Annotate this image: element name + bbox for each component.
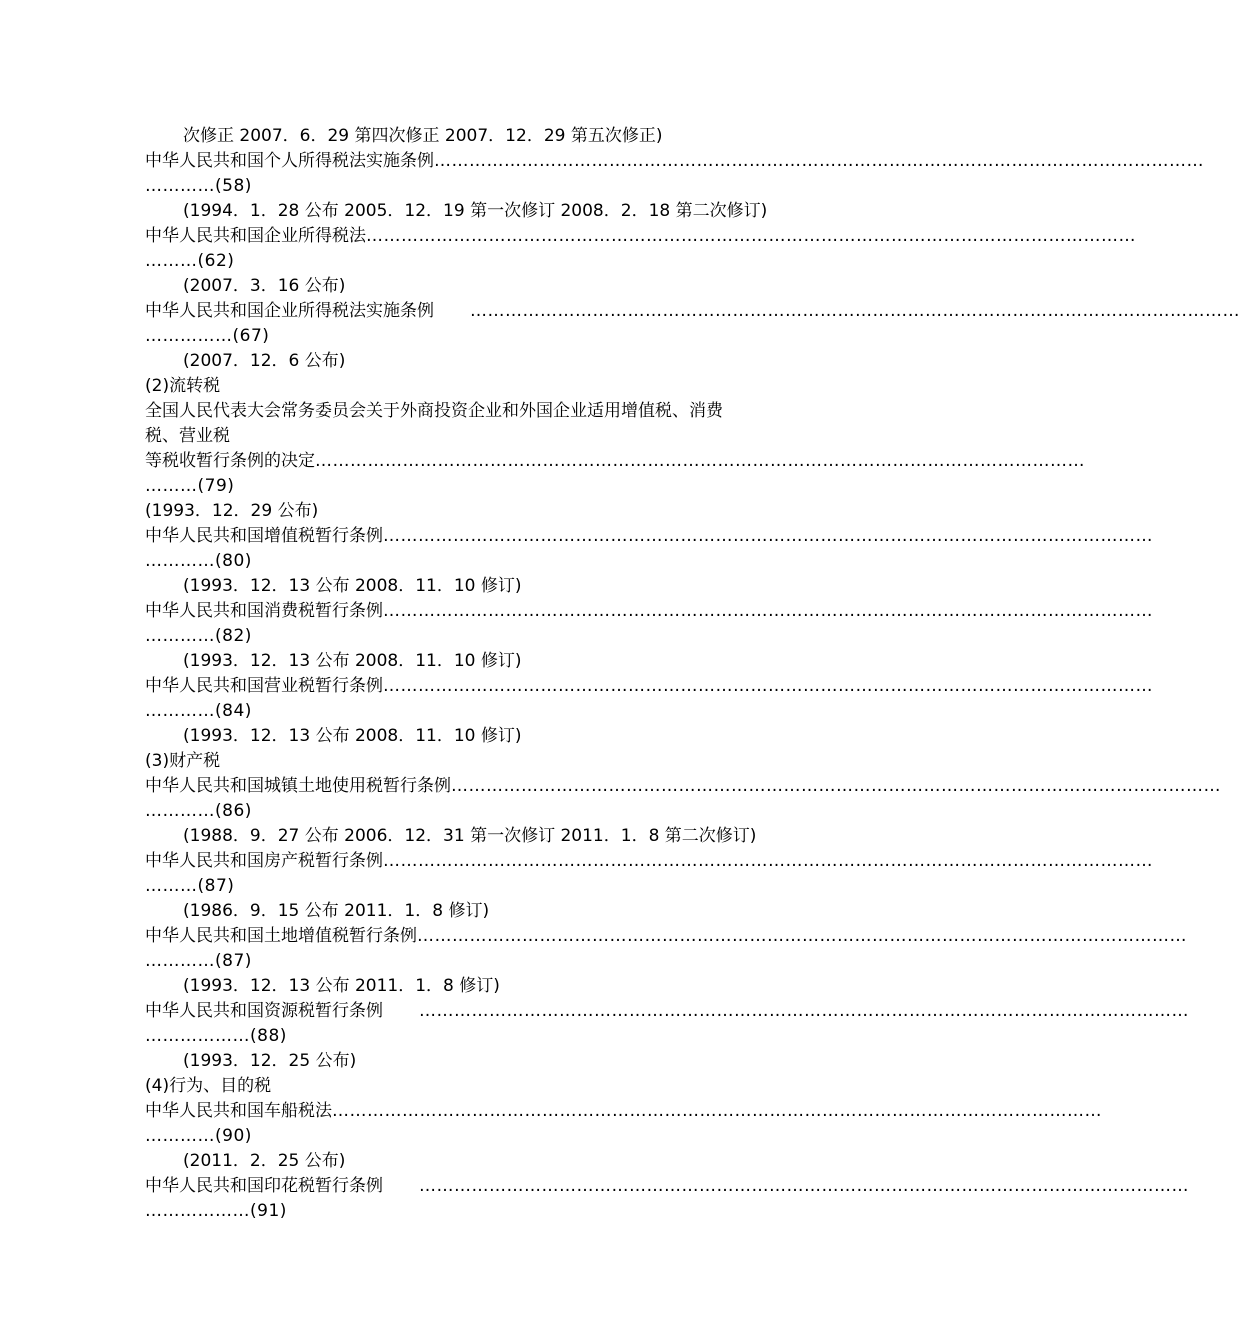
toc-date-line: (1993．12．13 公布 2008．11．10 修订) (183, 576, 522, 596)
dot-leader: …………………………………………………………………………………………………………………… (434, 151, 1204, 171)
toc-text-line: (3)财产税 (145, 751, 221, 771)
dot-leader: …………………………………………………………………………………………………………………… (383, 526, 1153, 546)
toc-entry-title-line (145, 1099, 1102, 1124)
toc-entry-title: 中华人民共和国房产税暂行条例 (145, 851, 383, 871)
toc-date-line: (1993．12．13 公布 2008．11．10 修订) (183, 651, 522, 671)
toc-entry-title: 中华人民共和国土地增值税暂行条例 (145, 926, 417, 946)
toc-page-number-line: ………………(91) (145, 1201, 287, 1221)
dot-leader: …………………………………………………………………………………………………………………… (366, 226, 1136, 246)
toc-date-line: (2007．12．6 公布) (183, 351, 346, 371)
toc-page-number-line: ………………(88) (145, 1026, 287, 1046)
dot-leader: …………………………………………………………………………………………………………………… (332, 1101, 1102, 1121)
toc-entry-title-line (145, 774, 1221, 799)
toc-entry-title-line (145, 924, 1187, 949)
toc-entry-title: 等税收暂行条例的决定 (145, 451, 315, 471)
toc-entry-title-line (145, 449, 1085, 474)
dot-leader: …………………………………………………………………………………………………………………… (419, 1001, 1189, 1021)
table-of-contents (145, 124, 1240, 1224)
toc-date-line: (1994．1．28 公布 2005．12．19 第一次修订 2008．2．18 第二次修订) (183, 201, 768, 221)
toc-entry-title: 中华人民共和国车船税法 (145, 1101, 332, 1121)
toc-entry-title: 中华人民共和国城镇土地使用税暂行条例 (145, 776, 451, 796)
toc-page-number-line: …………(90) (145, 1126, 252, 1146)
toc-page-number-line: …………(86) (145, 801, 252, 821)
toc-entry-title-line (145, 299, 1240, 324)
toc-text-line: 全国人民代表大会常务委员会关于外商投资企业和外国企业适用增值税、消费 (145, 401, 723, 421)
toc-date-line: (1993．12．25 公布) (183, 1051, 357, 1071)
toc-text-line: (2)流转税 (145, 376, 221, 396)
toc-entry-title: 中华人民共和国企业所得税法 (145, 226, 366, 246)
toc-page-number-line: …………(84) (145, 701, 252, 721)
toc-date-line: (1993．12．13 公布 2008．11．10 修订) (183, 726, 522, 746)
toc-page-number-line: …………(58) (145, 176, 252, 196)
toc-text-line: (4)行为、目的税 (145, 1076, 272, 1096)
toc-date-line: (1993．12．13 公布 2011．1．8 修订) (183, 976, 500, 996)
dot-leader: …………………………………………………………………………………………………………………… (383, 601, 1153, 621)
dot-leader: …………………………………………………………………………………………………………………… (383, 851, 1153, 871)
toc-date-line: (1988．9．27 公布 2006．12．31 第一次修订 2011．1．8 第二次修订) (183, 826, 757, 846)
toc-entry-title-line (145, 849, 1153, 874)
toc-page-number-line: ……………(67) (145, 326, 270, 346)
toc-text-line: (1993．12．29 公布) (145, 501, 319, 521)
toc-page-number-line: …………(82) (145, 626, 252, 646)
toc-entry-title-line (145, 599, 1153, 624)
toc-entry-title-line (145, 149, 1204, 174)
dot-leader: …………………………………………………………………………………………………………………… (417, 926, 1187, 946)
toc-page-number-line: ………(62) (145, 251, 235, 271)
dot-leader: …………………………………………………………………………………………………………………… (451, 776, 1221, 796)
toc-entry-title-line (145, 524, 1153, 549)
toc-entry-title: 中华人民共和国消费税暂行条例 (145, 601, 383, 621)
toc-page-number-line: …………(87) (145, 951, 252, 971)
toc-entry-title: 中华人民共和国营业税暂行条例 (145, 676, 383, 696)
toc-entry-title-line (145, 1174, 1189, 1199)
toc-entry-title: 中华人民共和国企业所得税法实施条例 (145, 301, 434, 321)
toc-entry-title: 中华人民共和国增值税暂行条例 (145, 526, 383, 546)
toc-page-number-line: …………(80) (145, 551, 252, 571)
toc-page-number-line: ………(79) (145, 476, 235, 496)
toc-entry-title: 中华人民共和国资源税暂行条例 (145, 1001, 383, 1021)
dot-leader: …………………………………………………………………………………………………………………… (315, 451, 1085, 471)
toc-text-line: 税、营业税 (145, 426, 230, 446)
toc-date-line: (2011．2．25 公布) (183, 1151, 346, 1171)
dot-leader: …………………………………………………………………………………………………………………… (383, 676, 1153, 696)
dot-leader: …………………………………………………………………………………………………………………… (470, 301, 1240, 321)
toc-page-number-line: ………(87) (145, 876, 235, 896)
toc-entry-title: 中华人民共和国印花税暂行条例 (145, 1176, 383, 1196)
toc-entry-title: 中华人民共和国个人所得税法实施条例 (145, 151, 434, 171)
toc-entry-title-line (145, 224, 1136, 249)
toc-date-line: 次修正 2007．6．29 第四次修正 2007．12．29 第五次修正) (183, 126, 663, 146)
toc-date-line: (2007．3．16 公布) (183, 276, 346, 296)
dot-leader: …………………………………………………………………………………………………………………… (419, 1176, 1189, 1196)
toc-entry-title-line (145, 674, 1153, 699)
toc-entry-title-line (145, 999, 1189, 1024)
toc-date-line: (1986．9．15 公布 2011．1．8 修订) (183, 901, 490, 921)
